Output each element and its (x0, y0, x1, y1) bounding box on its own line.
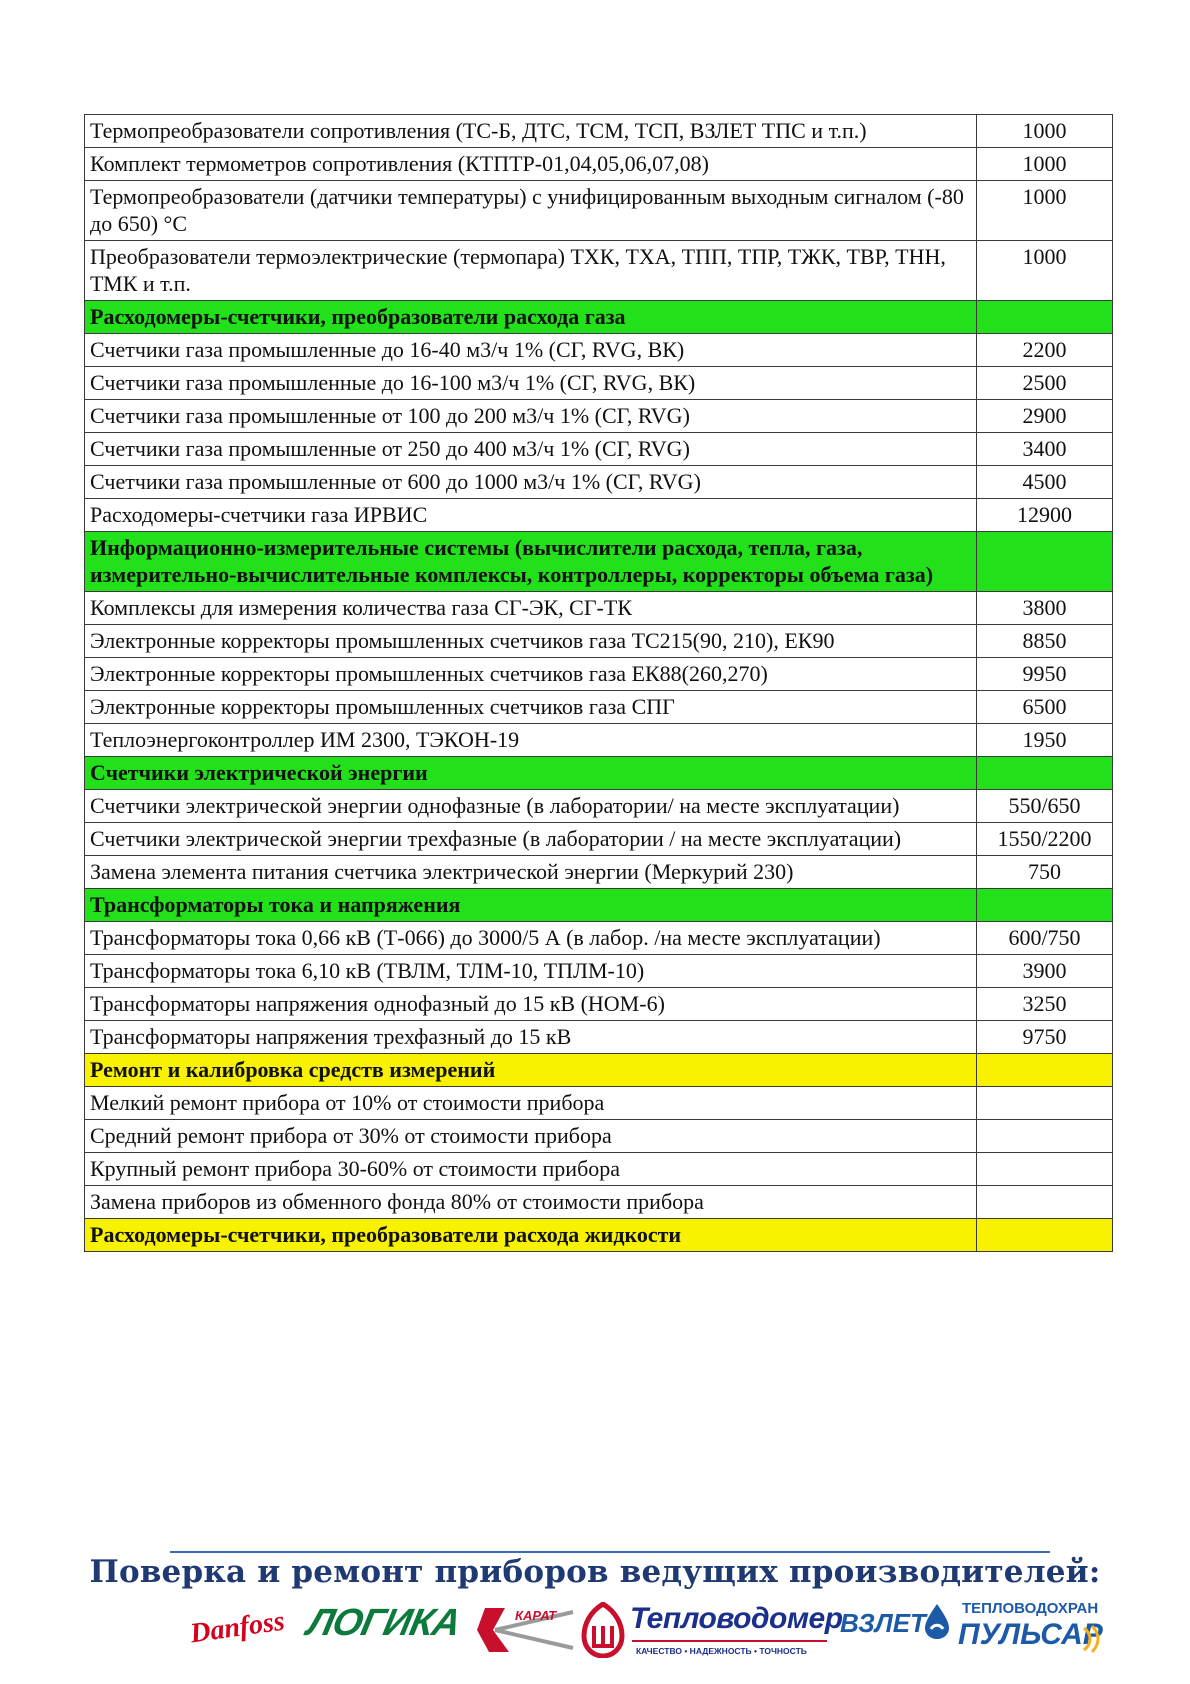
table-row (85, 433, 1113, 466)
price-cell: 1000 (977, 181, 1113, 241)
pulsar-label: ПУЛЬСАР (958, 1618, 1103, 1651)
table-row (85, 625, 1113, 658)
pulsar-logo (950, 1600, 1110, 1670)
table-row (85, 823, 1113, 856)
table-row (85, 334, 1113, 367)
teplovodokhran-label: ТЕПЛОВОДОХРАН (962, 1600, 1099, 1617)
item-name-cell: Теплоэнергоконтроллер ИМ 2300, ТЭКОН-19 (85, 724, 977, 757)
teplovodomer-underline (632, 1640, 827, 1642)
price-cell (977, 1153, 1113, 1186)
table-row (85, 691, 1113, 724)
logika-logo: ЛОГИКА (303, 1602, 464, 1644)
item-name-cell: Трансформаторы напряжения трехфазный до 15 кВ (85, 1021, 977, 1054)
price-cell (977, 532, 1113, 592)
teplovodomer-logo-label: Тепловодомер (630, 1602, 843, 1635)
item-name-cell: Электронные корректоры промышленных счетчиков газа ТС215(90, 210), ЕК90 (85, 625, 977, 658)
item-name-cell: Комплексы для измерения количества газа СГ-ЭК, СГ-ТК (85, 592, 977, 625)
vzlet-drop-icon (922, 1602, 952, 1640)
section-header-row (85, 301, 1113, 334)
price-cell: 12900 (977, 499, 1113, 532)
table-row (85, 400, 1113, 433)
price-cell: 600/750 (977, 922, 1113, 955)
price-cell: 2500 (977, 367, 1113, 400)
item-name-cell: Счетчики газа промышленные от 250 до 400 м3/ч 1% (СГ, RVG) (85, 433, 977, 466)
table-row (85, 988, 1113, 1021)
table-row (85, 592, 1113, 625)
table-row (85, 790, 1113, 823)
item-name-cell: Мелкий ремонт прибора от 10% от стоимости прибора (85, 1087, 977, 1120)
item-name-cell: Крупный ремонт прибора 30-60% от стоимости прибора (85, 1153, 977, 1186)
item-name-cell: Счетчики газа промышленные до 16-100 м3/ч 1% (СГ, RVG, ВК) (85, 367, 977, 400)
price-cell: 8850 (977, 625, 1113, 658)
price-table-container (84, 114, 1112, 1252)
section-title-cell: Трансформаторы тока и напряжения (85, 889, 977, 922)
table-row (85, 148, 1113, 181)
section-title-cell: Информационно-измерительные системы (вычислители расхода, тепла, газа, измерительно-вычислительные комплексы, контроллеры, корректоры объема газа) (85, 532, 977, 592)
price-cell (977, 1120, 1113, 1153)
table-row (85, 724, 1113, 757)
item-name-cell: Трансформаторы тока 6,10 кВ (ТВЛМ, ТЛМ-10, ТПЛМ-10) (85, 955, 977, 988)
price-cell: 2200 (977, 334, 1113, 367)
karat-logo (475, 1600, 575, 1660)
item-name-cell: Преобразователи термоэлектрические (термопара) ТХК, ТХА, ТПП, ТПР, ТЖК, ТВР, ТНН, ТМК и т.п. (85, 241, 977, 301)
table-row (85, 1153, 1113, 1186)
item-name-cell: Счетчики газа промышленные от 100 до 200 м3/ч 1% (СГ, RVG) (85, 400, 977, 433)
price-cell (977, 889, 1113, 922)
price-cell: 9950 (977, 658, 1113, 691)
price-cell: 9750 (977, 1021, 1113, 1054)
item-name-cell: Средний ремонт прибора от 30% от стоимости прибора (85, 1120, 977, 1153)
price-cell: 1000 (977, 241, 1113, 301)
item-name-cell: Электронные корректоры промышленных счетчиков газа ЕК88(260,270) (85, 658, 977, 691)
table-row (85, 115, 1113, 148)
section-header-row (85, 757, 1113, 790)
item-name-cell: Термопреобразователи сопротивления (ТС-Б, ДТС, ТСМ, ТСП, ВЗЛЕТ ТПС и т.п.) (85, 115, 977, 148)
item-name-cell: Расходомеры-счетчики газа ИРВИС (85, 499, 977, 532)
item-name-cell: Термопреобразователи (датчики температуры) с унифицированным выходным сигналом (-80 до 650) °С (85, 181, 977, 241)
price-cell: 1550/2200 (977, 823, 1113, 856)
section-title-cell: Расходомеры-счетчики, преобразователи расхода жидкости (85, 1219, 977, 1252)
item-name-cell: Трансформаторы напряжения однофазный до 15 кВ (НОМ-6) (85, 988, 977, 1021)
price-cell: 1950 (977, 724, 1113, 757)
pulsar-wave-icon (1082, 1624, 1106, 1654)
price-cell: 1000 (977, 115, 1113, 148)
price-cell (977, 757, 1113, 790)
item-name-cell: Счетчики газа промышленные до 16-40 м3/ч 1% (СГ, RVG, ВК) (85, 334, 977, 367)
danfoss-logo: Danfoss (188, 1605, 287, 1650)
price-cell (977, 1219, 1113, 1252)
price-table-body (85, 115, 1113, 1252)
teplovodomer-slogan: КАЧЕСТВО • НАДЕЖНОСТЬ • ТОЧНОСТЬ (636, 1646, 807, 1656)
table-row (85, 955, 1113, 988)
item-name-cell: Счетчики электрической энергии трехфазные (в лаборатории / на месте эксплуатации) (85, 823, 977, 856)
price-cell: 1000 (977, 148, 1113, 181)
footer-divider (170, 1551, 1050, 1553)
item-name-cell: Трансформаторы тока 0,66 кВ (Т-066) до 3000/5 А (в лабор. /на месте эксплуатации) (85, 922, 977, 955)
price-cell (977, 301, 1113, 334)
vzlet-logo-label: ВЗЛЕТ (840, 1608, 926, 1638)
section-title-cell: Ремонт и калибровка средств измерений (85, 1054, 977, 1087)
vzlet-logo (840, 1600, 955, 1660)
table-row (85, 1186, 1113, 1219)
item-name-cell: Счетчики электрической энергии однофазные (в лаборатории/ на месте эксплуатации) (85, 790, 977, 823)
price-cell: 3800 (977, 592, 1113, 625)
manufacturer-logos (190, 1600, 1110, 1670)
table-row (85, 1087, 1113, 1120)
teplovodomer-shield-icon (580, 1602, 626, 1658)
table-row (85, 181, 1113, 241)
table-row (85, 856, 1113, 889)
item-name-cell: Замена элемента питания счетчика электрической энергии (Меркурий 230) (85, 856, 977, 889)
price-cell: 550/650 (977, 790, 1113, 823)
price-cell: 750 (977, 856, 1113, 889)
table-row (85, 658, 1113, 691)
karat-logo-label: КАРАТ (515, 1608, 557, 1623)
price-cell: 6500 (977, 691, 1113, 724)
price-cell: 2900 (977, 400, 1113, 433)
table-row (85, 499, 1113, 532)
item-name-cell: Счетчики газа промышленные от 600 до 1000 м3/ч 1% (СГ, RVG) (85, 466, 977, 499)
table-row (85, 1021, 1113, 1054)
section-title-cell: Расходомеры-счетчики, преобразователи расхода газа (85, 301, 977, 334)
section-header-row (85, 1219, 1113, 1252)
section-title-cell: Счетчики электрической энергии (85, 757, 977, 790)
price-cell (977, 1186, 1113, 1219)
section-header-row (85, 889, 1113, 922)
price-cell: 3250 (977, 988, 1113, 1021)
table-row (85, 241, 1113, 301)
item-name-cell: Комплект термометров сопротивления (КТПТР-01,04,05,06,07,08) (85, 148, 977, 181)
item-name-cell: Замена приборов из обменного фонда 80% от стоимости прибора (85, 1186, 977, 1219)
section-header-row (85, 1054, 1113, 1087)
price-cell: 3400 (977, 433, 1113, 466)
price-table (84, 114, 1113, 1252)
item-name-cell: Электронные корректоры промышленных счетчиков газа СПГ (85, 691, 977, 724)
teplovodomer-logo (580, 1600, 843, 1670)
section-header-row (85, 532, 1113, 592)
price-cell (977, 1087, 1113, 1120)
footer-title: Поверка и ремонт приборов ведущих производителей: (89, 1554, 1101, 1590)
price-cell (977, 1054, 1113, 1087)
table-row (85, 1120, 1113, 1153)
table-row (85, 367, 1113, 400)
table-row (85, 466, 1113, 499)
price-cell: 4500 (977, 466, 1113, 499)
table-row (85, 922, 1113, 955)
price-cell: 3900 (977, 955, 1113, 988)
